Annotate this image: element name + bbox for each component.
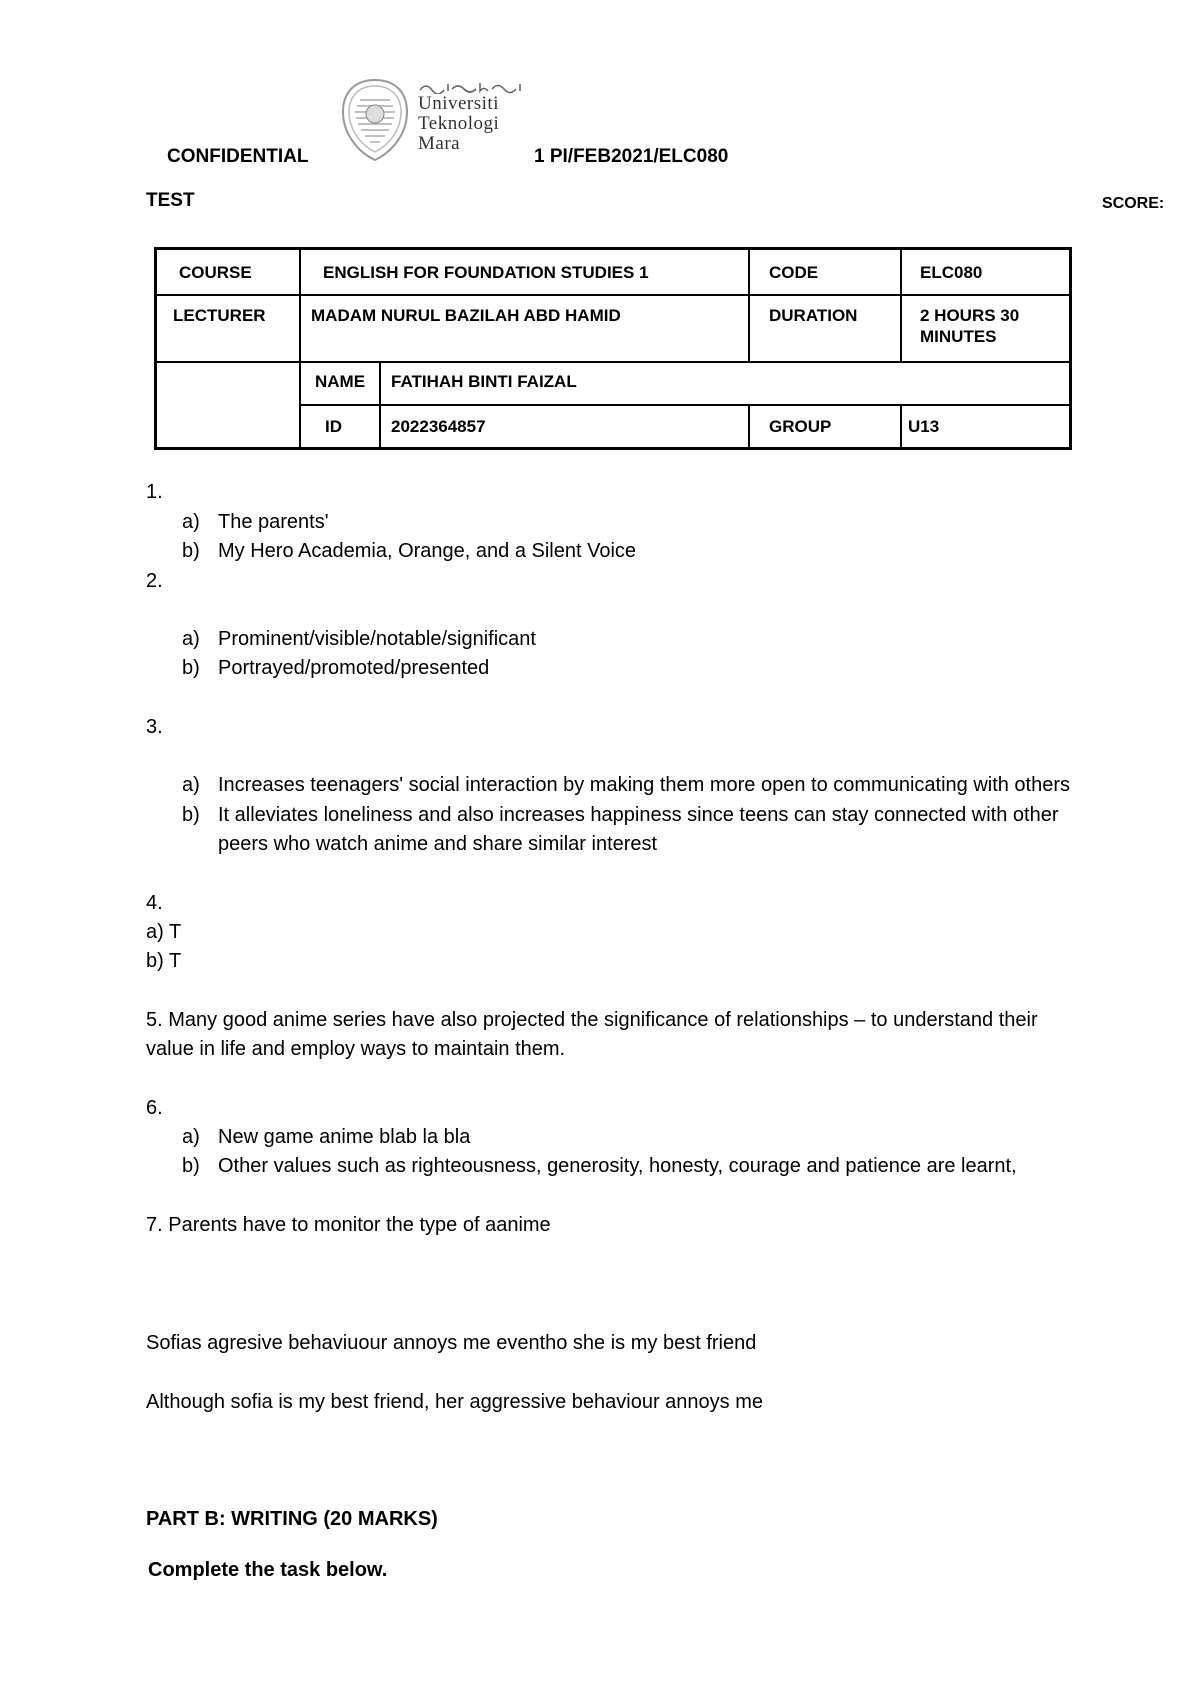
duration-label: DURATION (769, 306, 858, 325)
group-value: U13 (908, 417, 940, 436)
q3-b-answer-line-1: It alleviates loneliness and also increases happiness since teens can stay connected with other (218, 804, 1059, 826)
q4-b-answer: b) T (146, 950, 182, 972)
part-b-instruction: Complete the task below. (148, 1559, 388, 1581)
q3-a-answer: Increases teenagers' social interaction by making them more open to communicating with others (218, 774, 1071, 796)
code-value: ELC080 (920, 263, 983, 282)
test-label: TEST (146, 190, 195, 211)
group-label: GROUP (769, 417, 832, 436)
q6-b-marker: b) (182, 1155, 200, 1177)
university-name-logo-text (418, 94, 499, 154)
arabic-script-logo-icon (418, 80, 528, 94)
q3-b-answer-line-2: peers who watch anime and share similar interest (218, 833, 658, 855)
q2-a-answer: Prominent/visible/notable/significant (218, 628, 536, 650)
course-value: ENGLISH FOR FOUNDATION STUDIES 1 (323, 263, 649, 282)
q6-a-answer: New game anime blab la bla (218, 1126, 471, 1148)
q2-a-marker: a) (182, 628, 200, 650)
note-sentence-2: Although sofia is my best friend, her aggressive behaviour annoys me (146, 1391, 764, 1413)
q1-b-marker: b) (182, 540, 200, 562)
q6-b-answer: Other values such as righteousness, generosity, honesty, courage and patience are learnt, (218, 1155, 1017, 1177)
question-4-number: 4. (146, 892, 163, 914)
duration-value-line-1: 2 HOURS 30 (920, 306, 1020, 325)
score-label: SCORE: (1102, 195, 1165, 212)
q1-a-answer: The parents' (218, 511, 329, 533)
question-3-number: 3. (146, 716, 163, 738)
lecturer-label: LECTURER (173, 306, 266, 325)
duration-value (920, 305, 1019, 347)
name-value: FATIHAH BINTI FAIZAL (391, 372, 577, 391)
part-b-heading: PART B: WRITING (20 MARKS) (146, 1508, 438, 1530)
confidential-label: CONFIDENTIAL (167, 146, 309, 167)
course-info-table (154, 247, 1072, 450)
q6-a-marker: a) (182, 1126, 200, 1148)
university-logo (340, 78, 540, 162)
logo-line-2: Teknologi (418, 113, 500, 134)
question-1-number: 1. (146, 481, 163, 503)
q3-b-marker: b) (182, 804, 200, 826)
q5-answer-line-1: 5. Many good anime series have also projected the significance of relationships – to understand their (146, 1009, 1038, 1031)
logo-line-3: Mara (418, 133, 461, 154)
reference-code: 1 PI/FEB2021/ELC080 (534, 146, 729, 167)
question-2-number: 2. (146, 570, 163, 592)
id-value: 2022364857 (391, 417, 486, 436)
lecturer-value: MADAM NURUL BAZILAH ABD HAMID (311, 306, 621, 325)
course-label: COURSE (179, 263, 252, 282)
university-crest-icon (340, 78, 410, 162)
q1-b-answer: My Hero Academia, Orange, and a Silent Voice (218, 540, 637, 562)
q2-b-answer: Portrayed/promoted/presented (218, 657, 490, 679)
q1-a-marker: a) (182, 511, 200, 533)
q3-a-marker: a) (182, 774, 200, 796)
name-label: NAME (315, 372, 366, 391)
q5-answer-line-2: value in life and employ ways to maintain them. (146, 1038, 566, 1060)
q2-b-marker: b) (182, 657, 200, 679)
q7-answer: 7. Parents have to monitor the type of aanime (146, 1214, 551, 1236)
note-sentence-1: Sofias agresive behaviuour annoys me eventho she is my best friend (146, 1332, 757, 1354)
duration-value-line-2: MINUTES (920, 327, 997, 346)
logo-line-1: Universiti (418, 93, 499, 114)
q4-a-answer: a) T (146, 921, 182, 943)
code-label: CODE (769, 263, 819, 282)
question-6-number: 6. (146, 1097, 163, 1119)
id-label: ID (325, 417, 342, 436)
